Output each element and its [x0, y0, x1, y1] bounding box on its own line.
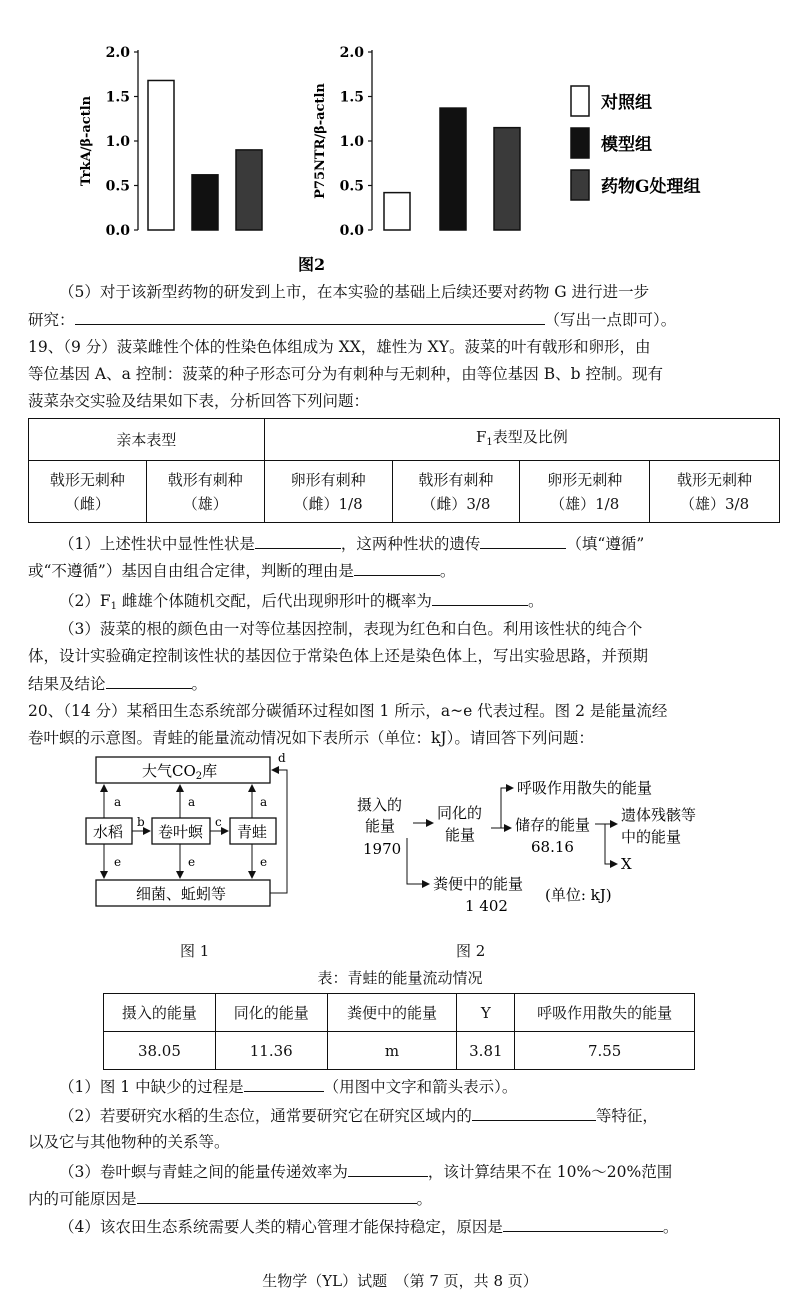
answer-blank[interactable]: [244, 1074, 324, 1092]
q19-p1-line2: 或“不遵循”）基因自由组合定律，判断的理由是 。: [28, 558, 780, 583]
svg-text:(单位: kJ): (单位: kJ): [545, 886, 612, 904]
q18-5-line2: 研究： （写出一点即可）。: [28, 307, 780, 332]
answer-blank[interactable]: [137, 1186, 417, 1204]
svg-text:能量: 能量: [445, 826, 476, 844]
label-rice: 水稻: [93, 823, 124, 841]
bar-trka-3: [236, 150, 262, 230]
answer-blank[interactable]: [432, 588, 528, 606]
fig2-charts: [0, 0, 800, 290]
q19-cell: 戟形无刺种 （雌）: [29, 461, 147, 523]
q19-p2: $(2)F_1$ 雌雄个体随机交配，后代出现卵形叶的概率为 。: [28, 588, 780, 619]
svg-text:中的能量: 中的能量: [621, 828, 682, 846]
svg-text:e: e: [114, 855, 122, 869]
svg-text:遗体残骸等: 遗体残骸等: [621, 806, 697, 824]
q19-intro-3: 菠菜杂交实验及结果如下表，分析回答下列问题：: [28, 392, 370, 410]
svg-text:68.16: 68.16: [531, 838, 574, 856]
svg-text:e: e: [188, 855, 196, 869]
answer-blank[interactable]: [472, 1103, 596, 1121]
y-tick-label: 0.5: [105, 178, 130, 195]
q19-p3-line3: 结果及结论 。: [28, 671, 780, 696]
q19-cell: 戟形无刺种 （雄）3/8: [650, 461, 780, 523]
q19-cell: 卵形有刺种 （雌）1/8: [264, 461, 392, 523]
q20-intro-1: 20、（14 分）某稻田生态系统部分碳循环过程如图 1 所示，a~e 代表过程。图 2 是能量流经: [28, 702, 668, 720]
fig2-energy-caption: 图 2: [456, 942, 486, 960]
answer-blank[interactable]: [348, 1159, 428, 1177]
q20-table-header: 粪便中的能量: [327, 994, 457, 1032]
label-atmosphere: 大气$CO_2$库: [142, 762, 218, 782]
y-tick-label: 1.5: [105, 89, 130, 106]
bar-trka-1: [148, 80, 174, 230]
legend-label-model: 模型组: [601, 135, 652, 155]
fig2-energy-flow: [355, 768, 755, 918]
svg-text:a: a: [260, 795, 268, 809]
q19-header-f1: $F_1$表型及比例: [264, 419, 779, 461]
q20-table-header: 呼吸作用散失的能量: [515, 994, 695, 1032]
q20-table: [103, 993, 695, 1070]
q20-p3-line1: （3）卷叶螟与青蛙之间的能量传递效率为 ，该计算结果不在 10%～20%范围: [28, 1159, 780, 1184]
answer-blank[interactable]: [75, 307, 545, 325]
fig1-caption: 图 1: [180, 942, 210, 960]
svg-text:a: a: [188, 795, 196, 809]
chart-legend: [571, 86, 701, 200]
svg-text:摄入的: 摄入的: [357, 796, 403, 814]
y-tick-label: 1.0: [105, 134, 130, 150]
svg-text:a: a: [114, 795, 122, 809]
q20-p2-line1: （2）若要研究水稻的生态位，通常要研究它在研究区域内的 等特征，: [28, 1103, 780, 1128]
q20-p1: （1）图 1 中缺少的过程是 （用图中文字和箭头表示）。: [28, 1074, 780, 1099]
y-tick-label: 1.0: [339, 134, 364, 150]
svg-text:1970: 1970: [363, 840, 402, 858]
svg-text:e: e: [260, 855, 268, 869]
q19-intro-2: 等位基因 A、a 控制：菠菜的种子形态可分为有刺种与无刺种，由等位基因 B、b 控制。现有: [28, 365, 663, 383]
q20-table-header: Y: [457, 994, 515, 1032]
q20-table-cell: 38.05: [104, 1032, 216, 1070]
svg-text:b: b: [137, 815, 145, 829]
answer-blank[interactable]: [503, 1214, 663, 1232]
q20-table-header: 同化的能量: [215, 994, 327, 1032]
legend-label-drug: 药物G处理组: [601, 177, 701, 197]
q20-table-cell: 11.36: [215, 1032, 327, 1070]
y-tick-label: 0.0: [339, 223, 364, 239]
y-axis-label: TrkA/β-actln: [79, 95, 94, 187]
q19-p1-line1: （1）上述性状中显性性状是 ，这两种性状的遗传 （填“遵循”: [28, 531, 780, 556]
fig2-caption: 图2: [298, 255, 326, 274]
q19-p3-line1: （3）菠菜的根的颜色由一对等位基因控制，表现为红色和白色。利用该性状的纯合个: [59, 620, 643, 638]
svg-text:能量: 能量: [365, 817, 396, 835]
q18-5-line1: （5）对于该新型药物的研发到上市，在本实验的基础上后续还要对药物 G 进行进一步: [59, 283, 650, 301]
q20-table-cell: 7.55: [515, 1032, 695, 1070]
svg-text:同化的: 同化的: [437, 804, 483, 822]
legend-swatch-control: [571, 86, 589, 116]
label-leafroller: 卷叶螟: [158, 823, 204, 841]
q19-table: [28, 418, 780, 523]
svg-text:储存的能量: 储存的能量: [515, 816, 591, 834]
q20-p4: （4）该农田生态系统需要人类的精心管理才能保持稳定，原因是 。: [28, 1214, 780, 1239]
label-frog: 青蛙: [237, 823, 268, 841]
label-decomposers: 细菌、蚯蚓等: [136, 885, 227, 903]
y-tick-label: 2.0: [105, 45, 130, 61]
y-tick-label: 2.0: [339, 45, 364, 61]
bar-p75ntr-3: [494, 128, 520, 230]
q20-intro-2: 卷叶螟的示意图。青蛙的能量流动情况如下表所示（单位：kJ）。请回答下列问题：: [28, 729, 594, 747]
chart-trka: [79, 45, 262, 239]
q19-p3-line2: 体，设计实验确定控制该性状的基因位于常染色体上还是染色体上，写出实验思路，并预期: [28, 647, 649, 665]
fig1-carbon-cycle: [80, 752, 300, 918]
bar-p75ntr-1: [384, 193, 410, 230]
q19-intro-1: 19、（9 分）菠菜雌性个体的性染色体组成为 XX，雄性为 XY。菠菜的叶有戟形和卵形，由: [28, 338, 651, 356]
chart-p75ntr: [313, 45, 520, 239]
svg-text:X: X: [621, 855, 632, 873]
y-tick-label: 1.5: [339, 89, 364, 106]
bar-p75ntr-2: [440, 108, 466, 230]
svg-text:d: d: [278, 752, 286, 765]
y-tick-label: 0.5: [339, 178, 364, 195]
y-tick-label: 0.0: [105, 223, 130, 239]
q19-header-parent: 亲本表型: [29, 419, 265, 461]
q19-cell: 戟形有刺种 （雄）: [146, 461, 264, 523]
q20-table-cell: 3.81: [457, 1032, 515, 1070]
bar-trka-2: [192, 175, 218, 230]
q19-cell: 卵形无刺种 （雄）1/8: [520, 461, 650, 523]
answer-blank[interactable]: [106, 671, 192, 689]
svg-text:粪便中的能量: 粪便中的能量: [433, 875, 524, 893]
q20-table-header: 摄入的能量: [104, 994, 216, 1032]
q20-p3-line2: 内的可能原因是 。: [28, 1186, 780, 1211]
y-axis-label: P75NTR/β-actln: [313, 83, 328, 199]
answer-blank[interactable]: [354, 558, 440, 576]
svg-text:1 402: 1 402: [465, 897, 508, 915]
answer-blank[interactable]: [255, 531, 341, 549]
svg-text:c: c: [215, 815, 222, 829]
answer-blank[interactable]: [480, 531, 566, 549]
q19-cell: 戟形有刺种 （雌）3/8: [392, 461, 520, 523]
legend-label-control: 对照组: [601, 93, 652, 113]
page-footer: 生物学（YL）试题 （第 7 页，共 8 页）: [262, 1272, 538, 1290]
q20-p2-line2: 以及它与其他物种的关系等。: [28, 1133, 230, 1151]
legend-swatch-drug: [571, 170, 589, 200]
q20-table-title: 表：青蛙的能量流动情况: [317, 969, 483, 987]
svg-text:呼吸作用散失的能量: 呼吸作用散失的能量: [517, 779, 653, 797]
legend-swatch-model: [571, 128, 589, 158]
q20-table-cell: m: [327, 1032, 457, 1070]
